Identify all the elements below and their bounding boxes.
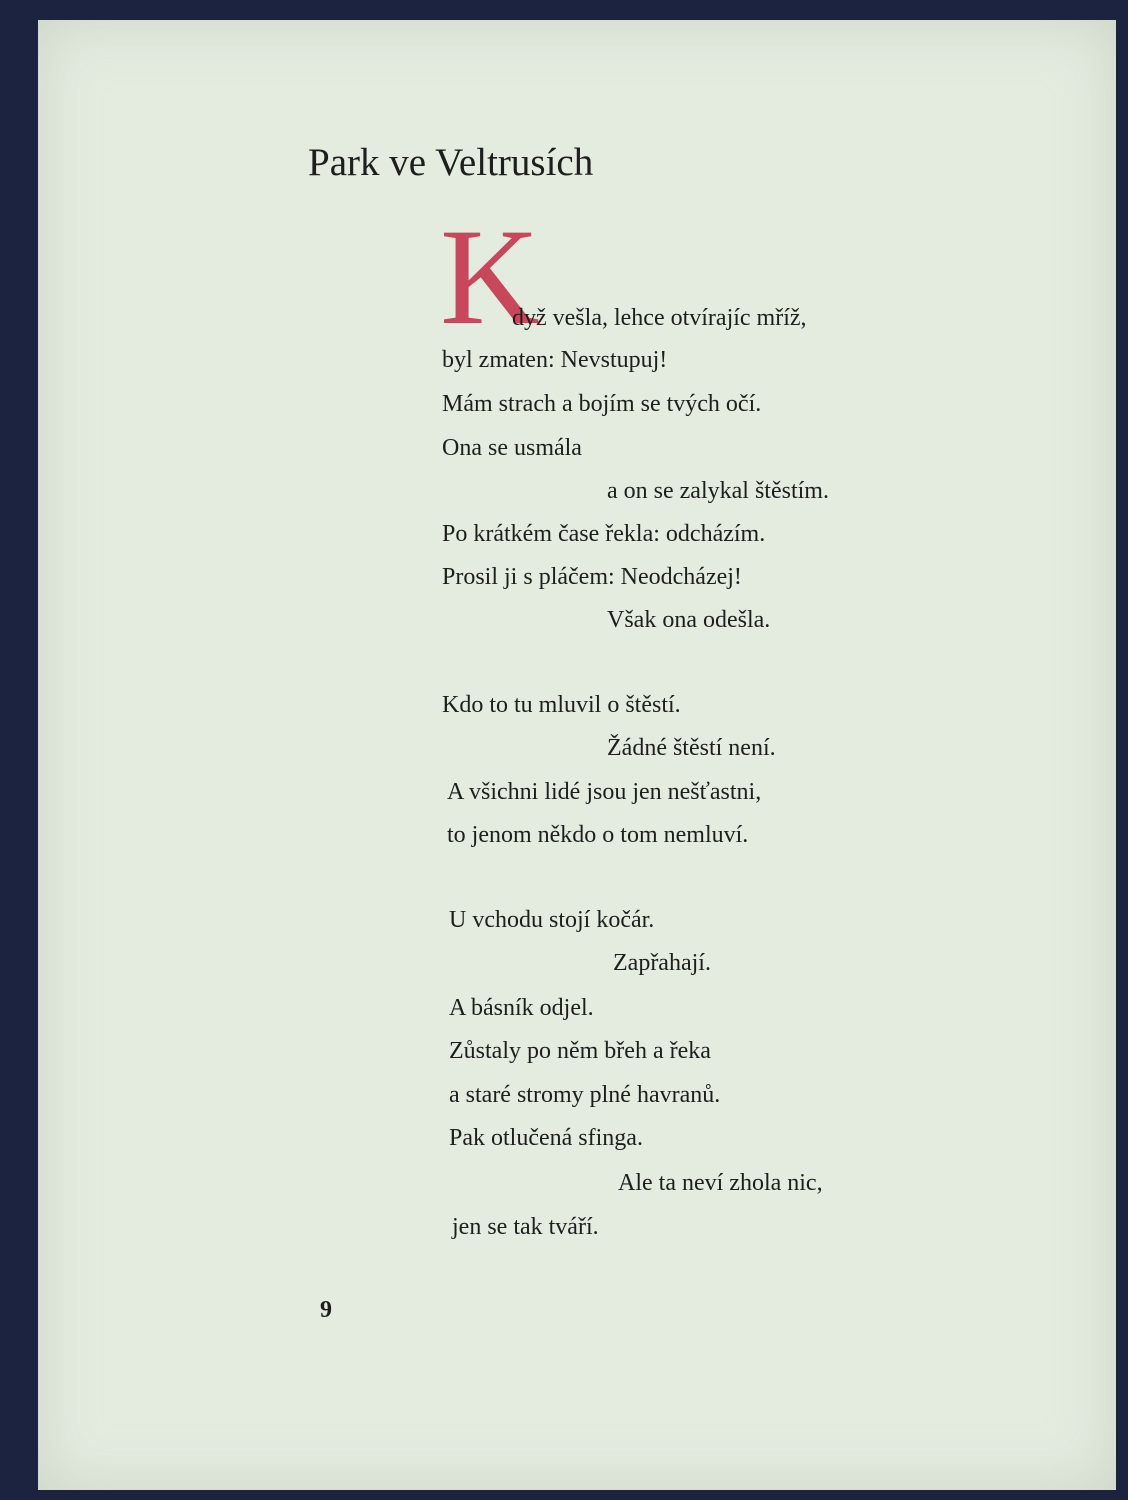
poem-line: Ona se usmála	[442, 435, 582, 461]
page-number: 9	[320, 1297, 332, 1323]
drop-cap: K	[440, 200, 540, 353]
poem-title: Park ve Veltrusích	[308, 141, 594, 184]
poem-line: to jenom někdo o tom nemluví.	[447, 822, 749, 848]
poem-line: Po krátkém čase řekla: odcházím.	[442, 521, 766, 547]
poem-line: jen se tak tváří.	[452, 1214, 599, 1240]
poem-line: A všichni lidé jsou jen nešťastni,	[447, 779, 762, 805]
poem-line: Ale ta neví zhola nic,	[618, 1170, 823, 1196]
poem-line: dyž vešla, lehce otvírajíc mříž,	[512, 305, 807, 331]
poem-line: a staré stromy plné havranů.	[449, 1082, 721, 1108]
poem-line: Žádné štěstí není.	[607, 735, 776, 761]
poem-line: Však ona odešla.	[607, 607, 771, 633]
poem-line: Mám strach a bojím se tvých očí.	[442, 391, 762, 417]
poem-line: byl zmaten: Nevstupuj!	[442, 347, 668, 373]
poem-line: Pak otlučená sfinga.	[449, 1125, 643, 1151]
poem-line: a on se zalykal štěstím.	[607, 478, 829, 504]
poem-line: A básník odjel.	[449, 995, 594, 1021]
poem-line: Prosil ji s pláčem: Neodcházej!	[442, 564, 742, 590]
poem-line: Zapřahají.	[613, 950, 711, 976]
poem-line: U vchodu stojí kočár.	[449, 907, 655, 933]
poem-line: Kdo to tu mluvil o štěstí.	[442, 692, 681, 718]
poem-line: Zůstaly po něm břeh a řeka	[449, 1038, 711, 1064]
